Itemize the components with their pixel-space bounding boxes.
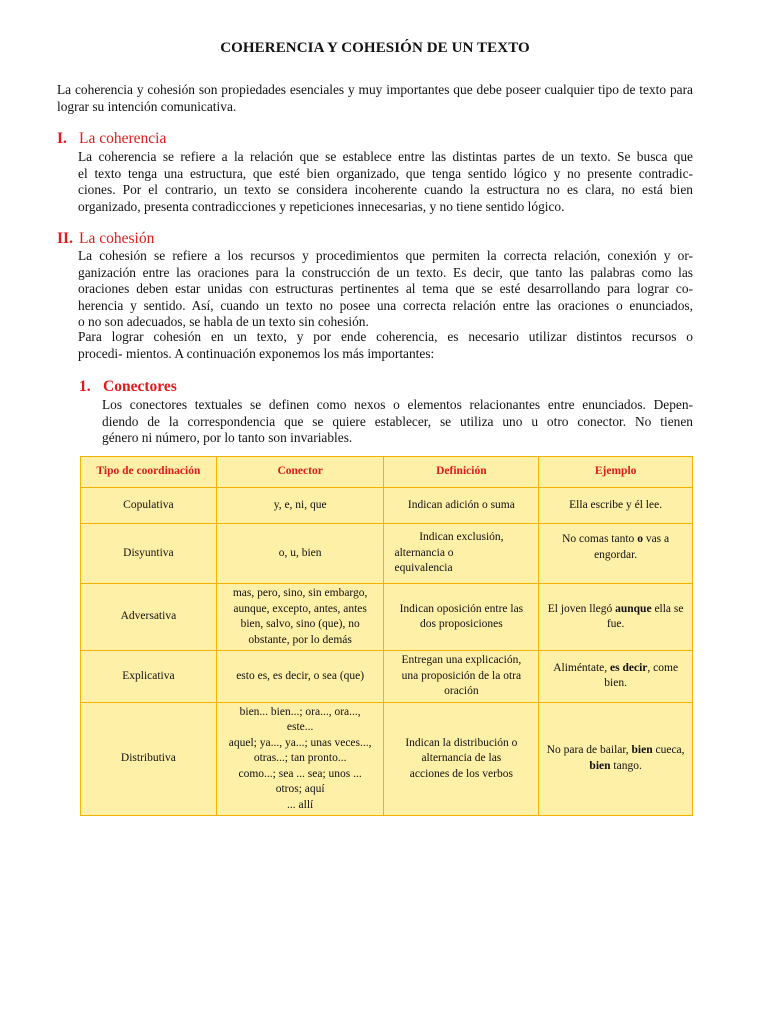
- cell-line: esto es, es decir, o sea (que): [236, 669, 365, 682]
- section-title: La cohesión: [79, 230, 155, 247]
- cell-line: Indican adición o suma: [407, 498, 515, 511]
- cell-line: obstante, por lo demás: [248, 633, 352, 646]
- cell-line: equivalencia: [394, 562, 453, 575]
- column-header: Ejemplo: [539, 457, 693, 488]
- definicion-cell: [384, 524, 539, 584]
- section-number: I.: [57, 130, 67, 147]
- cell-line: otros; aquí: [275, 783, 325, 795]
- cell-text: , come bien.: [604, 661, 679, 690]
- cell-text: No para de bailar,: [546, 744, 632, 757]
- ejemplo-cell: [539, 488, 693, 524]
- cell-text: ella se fue.: [606, 602, 684, 630]
- section-number: II.: [57, 230, 73, 247]
- definicion-cell: [384, 488, 539, 524]
- text-line: organizado, presenta contradicciones y repeticiones innecesarias, y no tiene sentido lógico.: [78, 198, 565, 214]
- cell-bold-text: es decir: [610, 661, 648, 674]
- section-title: La coherencia: [79, 130, 167, 147]
- cell-line: ... allí: [287, 798, 314, 811]
- cell-line: Indican oposición entre las: [399, 602, 524, 615]
- text-line: género ni número, por lo tanto son invariables.: [102, 430, 353, 445]
- column-header: Definición: [384, 457, 539, 488]
- cell-text: No comas tanto: [562, 533, 638, 545]
- text-line: La cohesión se refiere a los recursos y procedimientos que permiten la correcta relación, conexión y or-: [78, 248, 693, 263]
- cell-line: Indican la distribución o: [405, 736, 518, 749]
- text-line: diendo de la correspondencia que se quiere establecer, se utiliza uno u otro conector. No tienen: [102, 413, 693, 429]
- conector-cell: [216, 702, 384, 816]
- table-row: [81, 524, 693, 584]
- conector-cell: [216, 524, 384, 584]
- table-row: [81, 651, 693, 703]
- cell-bold-text: aunque: [615, 602, 652, 615]
- cell-line: bien, salvo, sino (que), no: [240, 618, 360, 630]
- cohesion-paragraph: [78, 248, 693, 331]
- subsection-heading-conectores: [79, 378, 177, 396]
- cell-text: Aliméntate,: [553, 661, 611, 674]
- tipo-cell: Explicativa: [81, 651, 217, 703]
- definicion-cell: [384, 702, 539, 816]
- conector-cell: [216, 651, 384, 703]
- ejemplo-cell: [539, 702, 693, 816]
- text-line: herencia y sentido. Así, cuando un texto no posee una correcta relación entre las oraciones o enunciados,: [78, 297, 693, 313]
- cell-line: alternancia de las: [421, 752, 502, 764]
- text-line: oraciones deben estar unidas con estructuras pertinentes al tema que se esté desarrollando para lograr co-: [78, 281, 693, 296]
- coherencia-paragraph: [78, 149, 693, 215]
- subsection-title: Conectores: [103, 378, 177, 395]
- tipo-cell: Copulativa: [81, 488, 217, 524]
- definicion-cell: [384, 584, 539, 651]
- cell-line: dos proposiciones: [420, 618, 503, 630]
- table-header-row: [81, 457, 693, 488]
- cell-line: una proposición de la otra: [401, 669, 522, 682]
- text-line: ganización entre las oraciones para la construcción de un texto. Es decir, que tanto las palabras como las: [78, 264, 693, 280]
- table-row: [81, 488, 693, 524]
- cell-line: oración: [444, 685, 479, 697]
- cell-line: Entregan una explicación,: [401, 654, 522, 666]
- cell-line: o, u, bien: [278, 546, 322, 559]
- subsection-number: 1.: [79, 378, 91, 395]
- text-line: Los conectores textuales se definen como nexos o elementos relacionantes entre enunciados. Depen-: [102, 397, 693, 412]
- tipo-cell: Distributiva: [81, 702, 217, 816]
- cell-line: acciones de los verbos: [409, 767, 513, 780]
- cell-bold-text: o: [637, 533, 643, 545]
- intro-paragraph: La coherencia y cohesión son propiedades esenciales y muy importantes que debe poseer cualquier tipo de texto para lograr su intención comunicativa.: [57, 82, 693, 114]
- cell-line: mas, pero, sino, sin embargo,: [232, 587, 368, 599]
- ejemplo-cell: [539, 651, 693, 703]
- conector-cell: [216, 488, 384, 524]
- text-line: o no son adecuados, se habla de un texto sin cohesión.: [78, 314, 369, 329]
- cell-text: vas a engordar.: [594, 533, 670, 561]
- cell-line: otras...; tan pronto...: [253, 752, 347, 764]
- section-heading-coherencia: [57, 130, 166, 148]
- cell-line: como...; sea ... sea; unos ...: [238, 767, 362, 780]
- cell-line: este...: [286, 721, 314, 733]
- section-heading-cohesion: [57, 230, 154, 248]
- definicion-cell: [384, 651, 539, 703]
- cell-line: aunque, excepto, antes, antes: [233, 602, 367, 615]
- conectores-table: [80, 456, 693, 816]
- text-line: ciones. Por el contrario, un texto se considera incoherente cuando la estructura no es clara, no está bien: [78, 182, 693, 197]
- cell-line: aquel; ya..., ya...; unas veces...,: [228, 736, 372, 749]
- cell-line: bien... bien...; ora..., ora...,: [239, 705, 361, 718]
- cell-bold-text: bien: [631, 744, 653, 757]
- conector-cell: [216, 584, 384, 651]
- text-line: Para lograr cohesión en un texto, y por ende coherencia, es necesario utilizar distintos recursos o: [78, 329, 693, 344]
- ejemplo-cell: [539, 584, 693, 651]
- cell-line: alternancia o: [394, 546, 454, 559]
- cohesion-paragraph-2: [78, 329, 693, 362]
- cell-text: Ella escribe y él lee.: [569, 498, 663, 511]
- cell-text: cueca,: [652, 744, 685, 757]
- page-title: COHERENCIA Y COHESIÓN DE UN TEXTO: [220, 40, 530, 56]
- text-line: La coherencia se refiere a la relación que se establece entre las distintas partes de un texto. Se busca que: [78, 149, 693, 164]
- column-header: Tipo de coordinación: [81, 457, 217, 488]
- conectores-paragraph: [102, 397, 693, 447]
- tipo-cell: Disyuntiva: [81, 524, 217, 584]
- cell-text: tango.: [610, 759, 642, 772]
- cell-bold-text: bien: [589, 759, 611, 772]
- table-row: [81, 584, 693, 651]
- table-row: [81, 702, 693, 816]
- text-line: el texto tenga una estructura, que esté bien organizado, que tenga sentido lógico y no presente contradic-: [78, 165, 693, 181]
- tipo-cell: Adversativa: [81, 584, 217, 651]
- cell-text: El joven llegó: [547, 602, 616, 615]
- cell-line: Indican exclusión,: [419, 531, 504, 544]
- text-line: procedi- mientos. A continuación exponemos los más importantes:: [78, 345, 435, 361]
- cell-line: y, e, ni, que: [273, 498, 327, 511]
- ejemplo-cell: [539, 524, 693, 584]
- column-header: Conector: [216, 457, 384, 488]
